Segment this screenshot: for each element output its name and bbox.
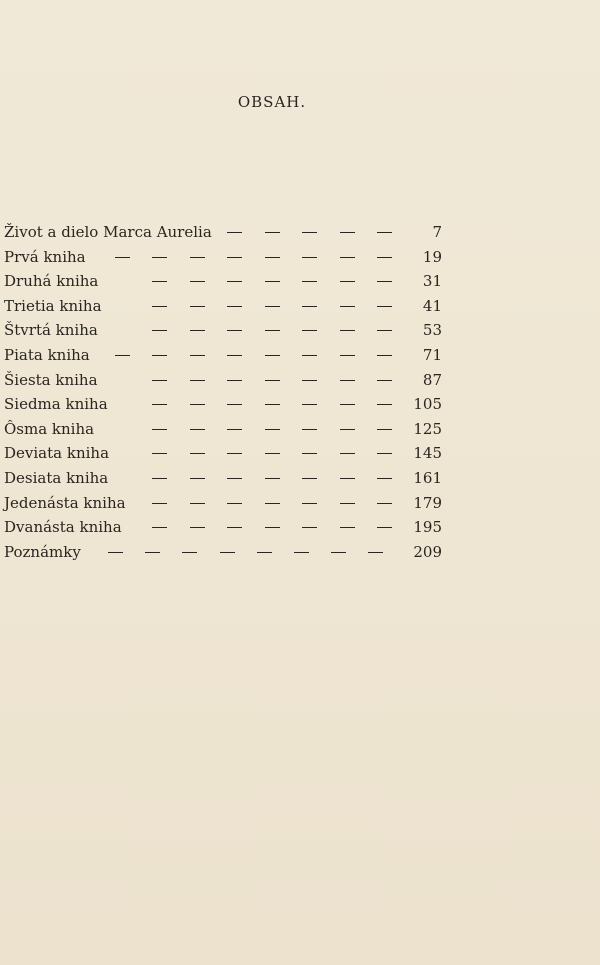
leader-dash xyxy=(265,281,280,282)
leader-dash xyxy=(302,306,317,307)
toc-leader xyxy=(4,466,404,491)
leader-dash xyxy=(377,404,392,405)
leader-dash xyxy=(302,355,317,356)
leader-dash xyxy=(265,453,280,454)
toc-entry xyxy=(4,269,444,294)
leader-dash xyxy=(227,330,242,331)
toc-entry-title: Druhá kniha xyxy=(4,272,99,291)
leader-dash xyxy=(265,257,280,258)
leader-dash xyxy=(227,453,242,454)
leader-dash xyxy=(265,306,280,307)
leader-dash xyxy=(152,355,167,356)
leader-dash xyxy=(340,306,355,307)
toc-entry-page: 195 xyxy=(413,518,442,537)
leader-dash xyxy=(302,281,317,282)
leader-dash xyxy=(377,453,392,454)
leader-dash xyxy=(340,355,355,356)
leader-dash xyxy=(368,552,383,553)
toc-entry xyxy=(4,540,444,565)
leader-dash xyxy=(190,380,205,381)
leader-dash xyxy=(340,404,355,405)
leader-dash xyxy=(227,429,242,430)
leader-dash xyxy=(257,552,272,553)
leader-dash xyxy=(340,429,355,430)
leader-dash xyxy=(190,453,205,454)
toc-entry-title: Siedma kniha xyxy=(4,395,108,414)
toc-entry xyxy=(4,466,444,491)
toc-leader xyxy=(4,318,404,343)
leader-dash xyxy=(265,355,280,356)
leader-dash xyxy=(302,503,317,504)
toc-leader xyxy=(4,220,404,245)
toc-entry-title: Dvanásta kniha xyxy=(4,518,122,537)
leader-dash xyxy=(190,306,205,307)
toc-leader xyxy=(4,441,404,466)
leader-dash xyxy=(152,306,167,307)
leader-dash xyxy=(340,232,355,233)
leader-dash xyxy=(190,478,205,479)
toc-entry-title: Jedenásta kniha xyxy=(4,493,126,512)
toc-entry-page: 179 xyxy=(413,493,442,512)
leader-dash xyxy=(302,330,317,331)
leader-dash xyxy=(227,257,242,258)
leader-dash xyxy=(340,453,355,454)
toc-entry-title: Život a dielo Marca Aurelia xyxy=(4,223,212,241)
leader-dash xyxy=(182,552,197,553)
leader-dash xyxy=(220,552,235,553)
leader-dash xyxy=(190,404,205,405)
leader-dash xyxy=(152,330,167,331)
leader-dash xyxy=(115,257,130,258)
leader-dash xyxy=(152,453,167,454)
toc-entry-page: 53 xyxy=(422,321,442,340)
leader-dash xyxy=(190,281,205,282)
toc-leader xyxy=(4,392,404,417)
toc-entry-title: Desiata kniha xyxy=(4,468,109,487)
leader-dash xyxy=(340,257,355,258)
leader-dash xyxy=(190,355,205,356)
leader-dash xyxy=(340,527,355,528)
toc-entry-title: Trietia kniha xyxy=(4,296,102,315)
toc-entry xyxy=(4,343,444,368)
toc-entry xyxy=(4,491,444,516)
leader-dash xyxy=(227,404,242,405)
toc-leader xyxy=(4,269,404,294)
toc-entry-title: Deviata kniha xyxy=(4,444,110,463)
toc-leader xyxy=(4,515,404,540)
leader-dash xyxy=(265,527,280,528)
leader-dash xyxy=(227,503,242,504)
toc-entry-page: 71 xyxy=(422,345,442,364)
toc-entry-page: 125 xyxy=(413,419,442,438)
toc-entry xyxy=(4,220,444,245)
toc-entry-title: Ôsma kniha xyxy=(4,419,95,438)
leader-dash xyxy=(227,281,242,282)
leader-dash xyxy=(152,478,167,479)
leader-dash xyxy=(331,552,346,553)
table-of-contents xyxy=(4,220,444,564)
toc-leader xyxy=(4,417,404,442)
toc-entry-title: Piata kniha xyxy=(4,345,90,364)
leader-dash xyxy=(302,453,317,454)
leader-dash xyxy=(340,330,355,331)
leader-dash xyxy=(302,478,317,479)
leader-dash xyxy=(377,306,392,307)
toc-entry-page: 7 xyxy=(432,223,442,241)
leader-dash xyxy=(340,380,355,381)
toc-entry xyxy=(4,515,444,540)
leader-dash xyxy=(377,232,392,233)
leader-dash xyxy=(190,330,205,331)
leader-dash xyxy=(115,355,130,356)
toc-entry-title: Šiesta kniha xyxy=(4,370,98,389)
leader-dash xyxy=(152,503,167,504)
leader-dash xyxy=(265,429,280,430)
toc-entry-page: 87 xyxy=(422,370,442,389)
leader-dash xyxy=(108,552,123,553)
leader-dash xyxy=(227,478,242,479)
leader-dash xyxy=(265,380,280,381)
toc-entry-page: 209 xyxy=(413,542,442,561)
leader-dash xyxy=(340,503,355,504)
toc-leader xyxy=(4,540,404,565)
leader-dash xyxy=(190,257,205,258)
leader-dash xyxy=(377,330,392,331)
leader-dash xyxy=(302,257,317,258)
toc-entry-page: 161 xyxy=(413,468,442,487)
page-title: OBSAH. xyxy=(237,93,307,111)
toc-leader xyxy=(4,491,404,516)
leader-dash xyxy=(377,355,392,356)
toc-entry xyxy=(4,318,444,343)
leader-dash xyxy=(190,429,205,430)
leader-dash xyxy=(377,527,392,528)
leader-dash xyxy=(377,478,392,479)
leader-dash xyxy=(227,380,242,381)
leader-dash xyxy=(152,281,167,282)
leader-dash xyxy=(377,503,392,504)
leader-dash xyxy=(302,527,317,528)
leader-dash xyxy=(227,527,242,528)
leader-dash xyxy=(152,380,167,381)
leader-dash xyxy=(294,552,309,553)
leader-dash xyxy=(265,478,280,479)
leader-dash xyxy=(377,380,392,381)
leader-dash xyxy=(227,355,242,356)
leader-dash xyxy=(265,503,280,504)
leader-dash xyxy=(152,257,167,258)
leader-dash xyxy=(152,527,167,528)
toc-entry-page: 41 xyxy=(422,296,442,315)
leader-dash xyxy=(302,429,317,430)
leader-dash xyxy=(377,429,392,430)
leader-dash xyxy=(302,380,317,381)
toc-leader xyxy=(4,343,404,368)
toc-leader xyxy=(4,368,404,393)
toc-entry-title: Štvrtá kniha xyxy=(4,321,98,340)
toc-entry xyxy=(4,392,444,417)
leader-dash xyxy=(265,232,280,233)
toc-entry-title: Prvá kniha xyxy=(4,247,86,266)
toc-entry xyxy=(4,441,444,466)
toc-entry-page: 145 xyxy=(413,444,442,463)
leader-dash xyxy=(302,232,317,233)
toc-leader xyxy=(4,294,404,319)
leader-dash xyxy=(152,404,167,405)
toc-entry-page: 31 xyxy=(422,272,442,291)
toc-entry xyxy=(4,245,444,270)
toc-entry-page: 105 xyxy=(413,395,442,414)
leader-dash xyxy=(190,503,205,504)
leader-dash xyxy=(145,552,160,553)
toc-leader xyxy=(4,245,404,270)
leader-dash xyxy=(302,404,317,405)
toc-entry-page: 19 xyxy=(422,247,442,266)
leader-dash xyxy=(265,404,280,405)
toc-entry xyxy=(4,368,444,393)
leader-dash xyxy=(190,527,205,528)
leader-dash xyxy=(227,306,242,307)
leader-dash xyxy=(377,281,392,282)
leader-dash xyxy=(377,257,392,258)
toc-entry-title: Poznámky xyxy=(4,542,81,561)
leader-dash xyxy=(340,478,355,479)
leader-dash xyxy=(340,281,355,282)
leader-dash xyxy=(152,429,167,430)
leader-dash xyxy=(265,330,280,331)
toc-entry xyxy=(4,294,444,319)
leader-dash xyxy=(227,232,242,233)
toc-entry xyxy=(4,417,444,442)
